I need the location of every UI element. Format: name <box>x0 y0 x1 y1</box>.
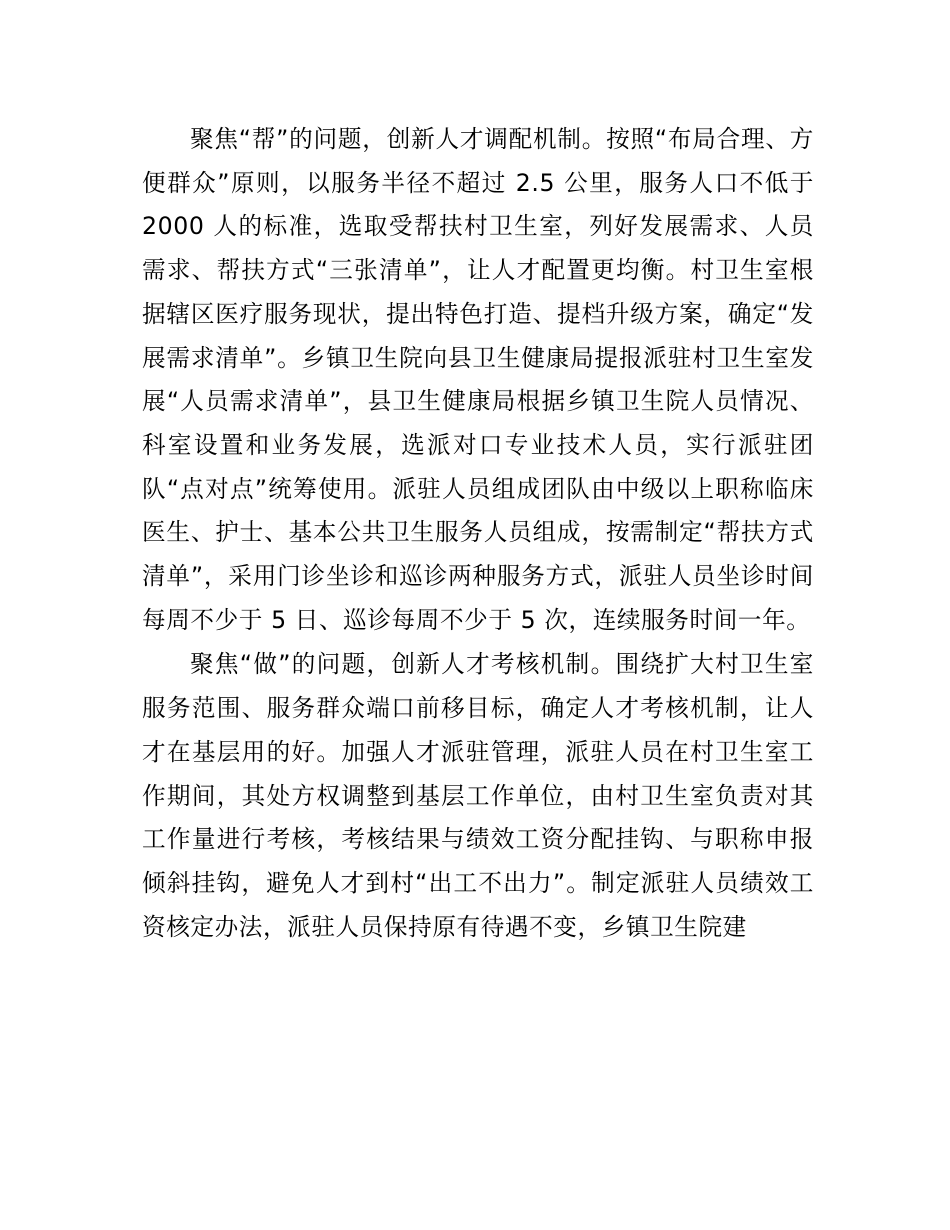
paragraph-talent-allocation: 聚焦“帮”的问题，创新人才调配机制。按照“布局合理、方便群众”原则，以服务半径不超过 2.5 公里，服务人口不低于 2000 人的标准，选取受帮扶村卫生室，列好发展需求、人员需求、帮扶方式“三张清单”，让人才配置更均衡。村卫生室根据辖区医疗服务现状，提出特色打造、提档升级方案，确定“发展需求清单”。乡镇卫生院向县卫生健康局提报派驻村卫生室发展“人员需求清单”，县卫生健康局根据乡镇卫生院人员情况、科室设置和业务发展，选派对口专业技术人员，实行派驻团队“点对点”统筹使用。派驻人员组成团队由中级以上职称临床医生、护士、基本公共卫生服务人员组成，按需制定“帮扶方式清单”，采用门诊坐诊和巡诊两种服务方式，派驻人员坐诊时间每周不少于 5 日、巡诊每周不少于 5 次，连续服务时间一年。 <box>142 125 814 634</box>
paragraph-talent-assessment: 聚焦“做”的问题，创新人才考核机制。围绕扩大村卫生室服务范围、服务群众端口前移目标，确定人才考核机制，让人才在基层用的好。加强人才派驻管理，派驻人员在村卫生室工作期间，其处方权调整到基层工作单位，由村卫生室负责对其工作量进行考核，考核结果与绩效工资分配挂钩、与职称申报倾斜挂钩，避免人才到村“出工不出力”。制定派驻人员绩效工资核定办法，派驻人员保持原有待遇不变，乡镇卫生院建 <box>142 650 814 941</box>
document-body <box>142 118 814 950</box>
